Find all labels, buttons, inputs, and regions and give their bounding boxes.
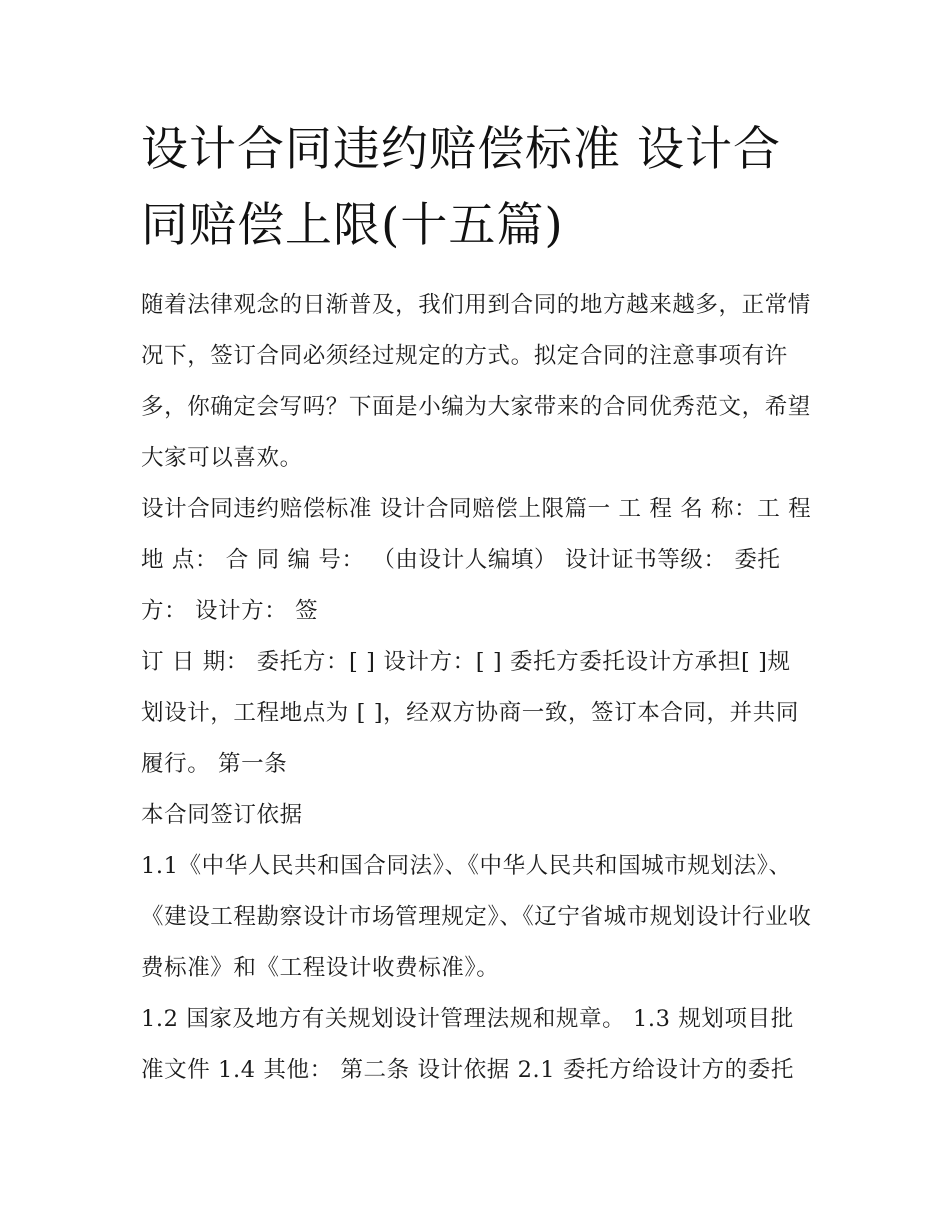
document-page — [141, 112, 813, 1096]
contract-header-paragraph: 设计合同违约赔偿标准 设计合同赔偿上限篇一 工 程 名 称：工 程 地 点： 合 同 编 号： （由设计人编填） 设计证书等级： 委托方： 设计方： 签 — [141, 496, 812, 624]
section-heading: 本合同签订依据 — [141, 802, 303, 828]
signing-date-paragraph: 订 日 期： 委托方：[ ] 设计方：[ ] 委托方委托设计方承担[ ]规划设计，工程地点为 [ ]，经双方协商一致，签订本合同，并共同履行。 第一条 — [141, 649, 799, 777]
clause-1-2-paragraph: 1.2 国家及地方有关规划设计管理法规和规章。 1.3 规划项目批准文件 1.4 其他： 第二条 设计依据 2.1 委托方给设计方的委托 — [141, 1006, 794, 1083]
document-title: 设计合同违约赔偿标准 设计合同赔偿上限(十五篇) — [141, 122, 781, 253]
intro-paragraph: 随着法律观念的日渐普及，我们用到合同的地方越来越多，正常情况下，签订合同必须经过规定的方式。拟定合同的注意事项有许多，你确定会写吗？下面是小编为大家带来的合同优秀范文，希望大家可以喜欢。 — [141, 292, 811, 471]
clause-1-1-paragraph: 1.1《中华人民共和国合同法》、《中华人民共和国城市规划法》、《建设工程勘察设计市场管理规定》、《辽宁省城市规划设计行业收费标准》和《工程设计收费标准》。 — [141, 853, 812, 981]
document-body — [141, 280, 813, 1096]
